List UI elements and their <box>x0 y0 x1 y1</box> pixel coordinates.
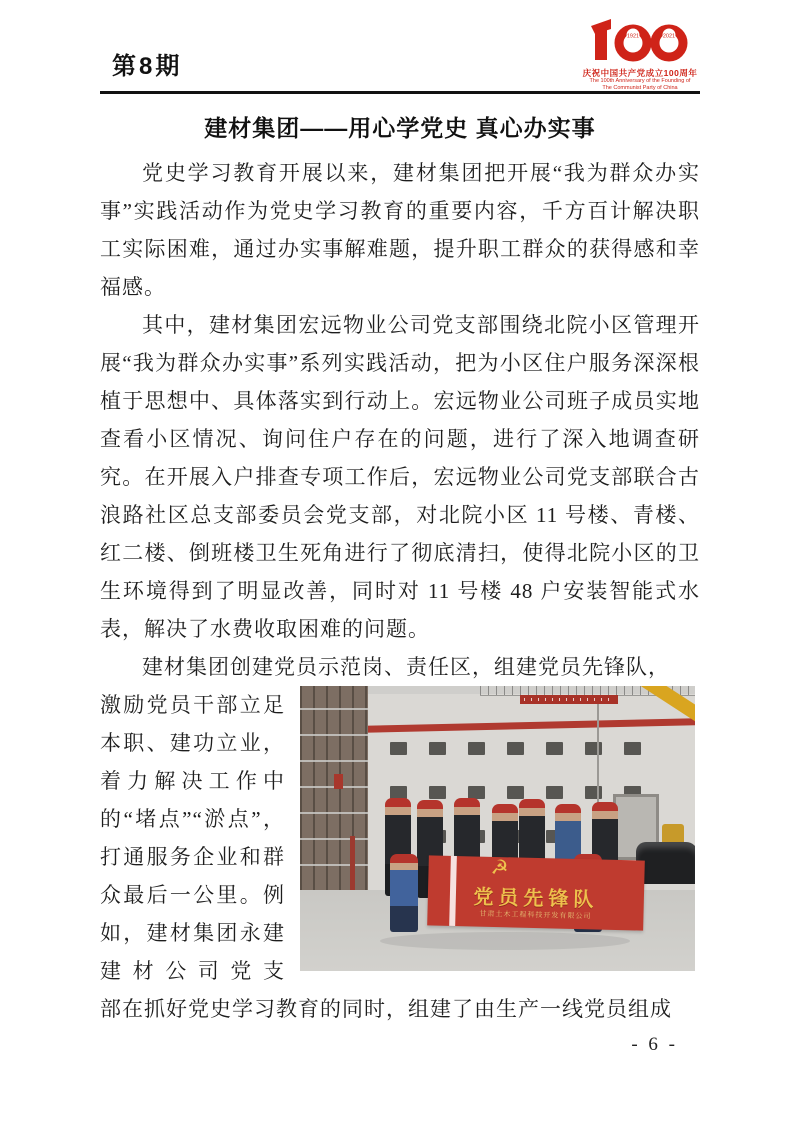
page-number: - 6 - <box>631 1034 678 1055</box>
black-car <box>636 842 695 884</box>
logo-caption-cn: 庆祝中国共产党成立100周年 <box>582 68 698 78</box>
window <box>585 742 602 755</box>
window <box>507 786 524 799</box>
paragraph-2: 其中，建材集团宏远物业公司党支部围绕北院小区管理开展“我为群众办实事”系列实践活动，把为小区住户服务深深根植于思想中、具体落实到行动上。宏远物业公司班子成员实地查看小区情况、询问住户存在的问题，进行了深入地调查研究。在开展入户排查专项工作后，宏远物业公司党支部联合古浪路社区总支部委员会党支部，对北院小区 11 号楼、青楼、红二楼、倒班楼卫生死角进行了彻底清扫，使得北院小区的卫生环境得到了明显改善，同时对 11 号楼 48 户安装智能式水表，解决了水费收取困难的问题。 <box>100 313 700 641</box>
paragraph-3-first-line: 建材集团创建党员示范岗、责任区，组建党员先锋队， <box>142 655 670 679</box>
window <box>546 742 563 755</box>
window <box>429 786 446 799</box>
window <box>390 742 407 755</box>
window <box>468 742 485 755</box>
scaffolding <box>300 686 368 918</box>
window <box>624 742 641 755</box>
logo-caption-en-2: The Communist Party of China <box>602 84 678 91</box>
building-slogan-banner <box>520 695 618 704</box>
hammer-sickle-icon: ☭ <box>490 856 509 880</box>
group-shadow <box>380 932 630 950</box>
banner-title: 党员先锋队 <box>473 886 599 912</box>
window <box>429 742 446 755</box>
logo-year-2021: 2021 <box>662 33 676 40</box>
logo-caption-en-1: The 100th Anniversary of the Founding of <box>589 77 691 84</box>
paragraph-3-continuation: 部在抓好党史学习教育的同时，组建了由生产一线党员组成 <box>100 997 672 1021</box>
scaffold-red-flag <box>334 774 343 789</box>
window <box>546 786 563 799</box>
anniversary-logo <box>580 16 700 92</box>
paragraph-1: 党史学习教育开展以来，建材集团把开展“我为群众办实事”实践活动作为党史学习教育的重要内容，千方百计解决职工实际困难，通过办实事解难题，提升职工群众的获得感和幸福感。 <box>100 161 700 299</box>
page-header <box>100 0 700 94</box>
vanguard-banner <box>427 855 645 930</box>
worker-kneeling <box>390 854 418 932</box>
article-title: 建材集团——用心学党史 真心办实事 <box>204 115 596 141</box>
logo-year-1921: 1921 <box>626 33 640 40</box>
window <box>585 786 602 799</box>
text-photo-wrap <box>100 686 700 990</box>
logo-100-icon <box>581 16 699 64</box>
issue-label: 第8期 <box>112 53 183 80</box>
paragraph-3-wrap-column: 激励党员干部立足本职、建功立业，着力解决工作中的“堵点”“淤点”，打通服务企业和群众最后一公里。例如，建材集团永建建材公司党支 <box>100 693 285 983</box>
scaffold-red-post <box>350 836 355 898</box>
window-row <box>390 742 663 755</box>
window <box>507 742 524 755</box>
group-photo <box>300 686 695 971</box>
banner-subtitle: 甘肃土木工程科技开发有限公司 <box>479 909 592 921</box>
page-content <box>100 0 700 1056</box>
